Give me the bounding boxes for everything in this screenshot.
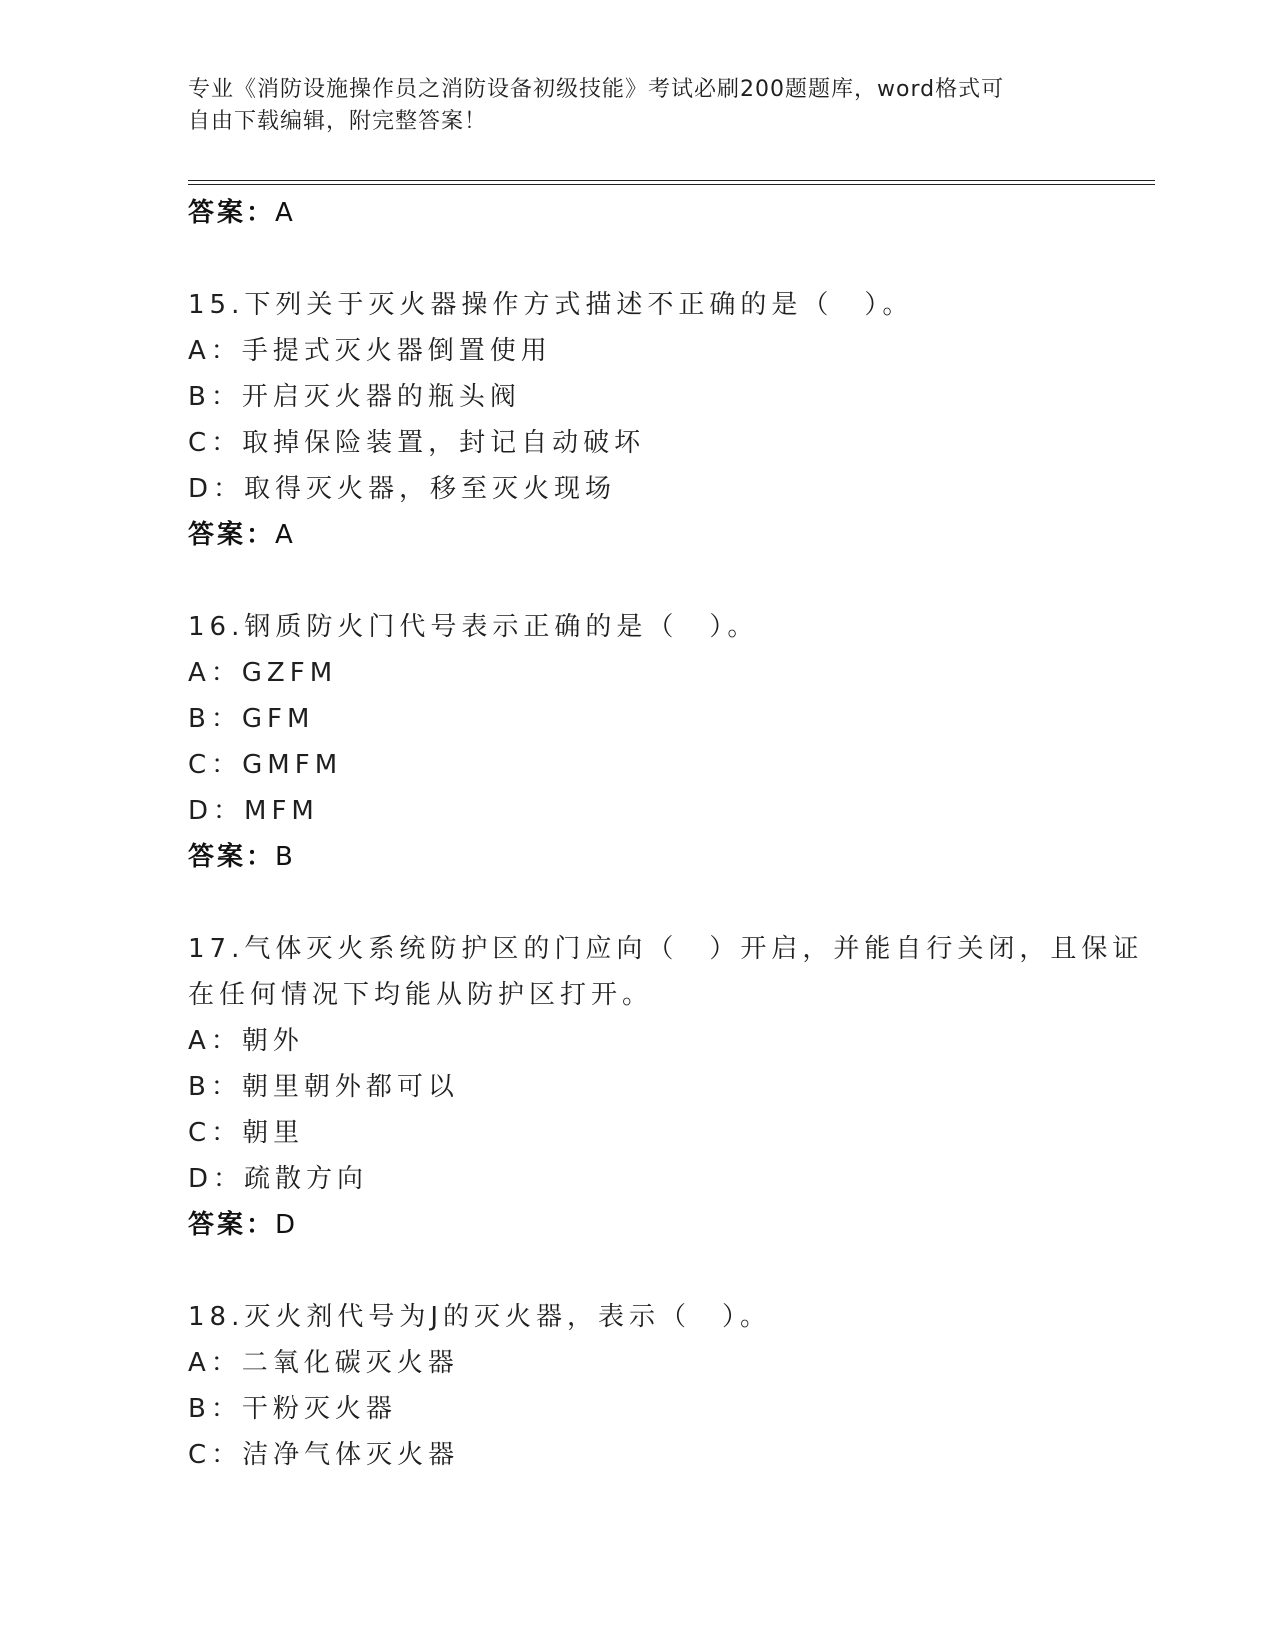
question-content	[188, 190, 1144, 1478]
answer-label: 答案：	[188, 842, 276, 872]
answer-label: 答案：	[188, 520, 276, 550]
option-d: D：取得灭火器，移至灭火现场	[188, 474, 617, 504]
spacer	[188, 558, 1088, 604]
option-a: A：手提式灭火器倒置使用	[188, 336, 552, 366]
answer	[188, 512, 1088, 558]
option-b: B：朝里朝外都可以	[188, 1072, 459, 1102]
question-stem: 18.灭火剂代号为J的灭火器，表示（ ）。	[188, 1302, 772, 1332]
answer-value: B	[275, 842, 295, 872]
header-line-1: 专业《消防设施操作员之消防设备初级技能》考试必刷200题题库，word格式可	[188, 77, 1005, 102]
answer-value: D	[275, 1210, 298, 1240]
previous-answer	[188, 190, 1088, 236]
answer	[188, 834, 1088, 880]
question-16	[188, 604, 1088, 880]
question-18	[188, 1294, 1088, 1478]
spacer	[188, 880, 1088, 926]
answer-label: 答案：	[188, 198, 276, 228]
question-15	[188, 282, 1088, 558]
option-c: C：朝里	[188, 1118, 305, 1148]
question-stem: 16.钢质防火门代号表示正确的是（ ）。	[188, 612, 759, 642]
header-rule-top	[188, 180, 1155, 181]
spacer	[188, 1248, 1088, 1294]
option-b: B：开启灭火器的瓶头阀	[188, 382, 521, 412]
option-a: A：二氧化碳灭火器	[188, 1348, 459, 1378]
header-rule-bottom	[188, 184, 1155, 185]
header-line-2: 自由下载编辑，附完整答案！	[188, 109, 488, 134]
option-b: B：干粉灭火器	[188, 1394, 397, 1424]
option-a: A：GZFM	[188, 658, 338, 688]
answer-value: A	[275, 520, 295, 550]
option-a: A：朝外	[188, 1026, 304, 1056]
answer-label: 答案：	[188, 1210, 276, 1240]
answer	[188, 1202, 1088, 1248]
option-c: C：取掉保险装置，封记自动破坏	[188, 428, 646, 458]
option-d: D：疏散方向	[188, 1164, 369, 1194]
question-stem-line-1: 17.气体灭火系统防护区的门应向（ ）开启，并能自行关闭，且保证	[188, 934, 1144, 964]
question-stem: 15.下列关于灭火器操作方式描述不正确的是（ ）。	[188, 290, 914, 320]
option-b: B：GFM	[188, 704, 315, 734]
document-header	[188, 74, 1078, 138]
option-c: C：GMFM	[188, 750, 343, 780]
question-stem-line-2: 在任何情况下均能从防护区打开。	[188, 980, 654, 1010]
question-17	[188, 926, 1144, 1248]
answer-value: A	[275, 198, 295, 228]
option-d: D：MFM	[188, 796, 319, 826]
spacer	[188, 236, 1088, 282]
option-c: C：洁净气体灭火器	[188, 1440, 460, 1470]
